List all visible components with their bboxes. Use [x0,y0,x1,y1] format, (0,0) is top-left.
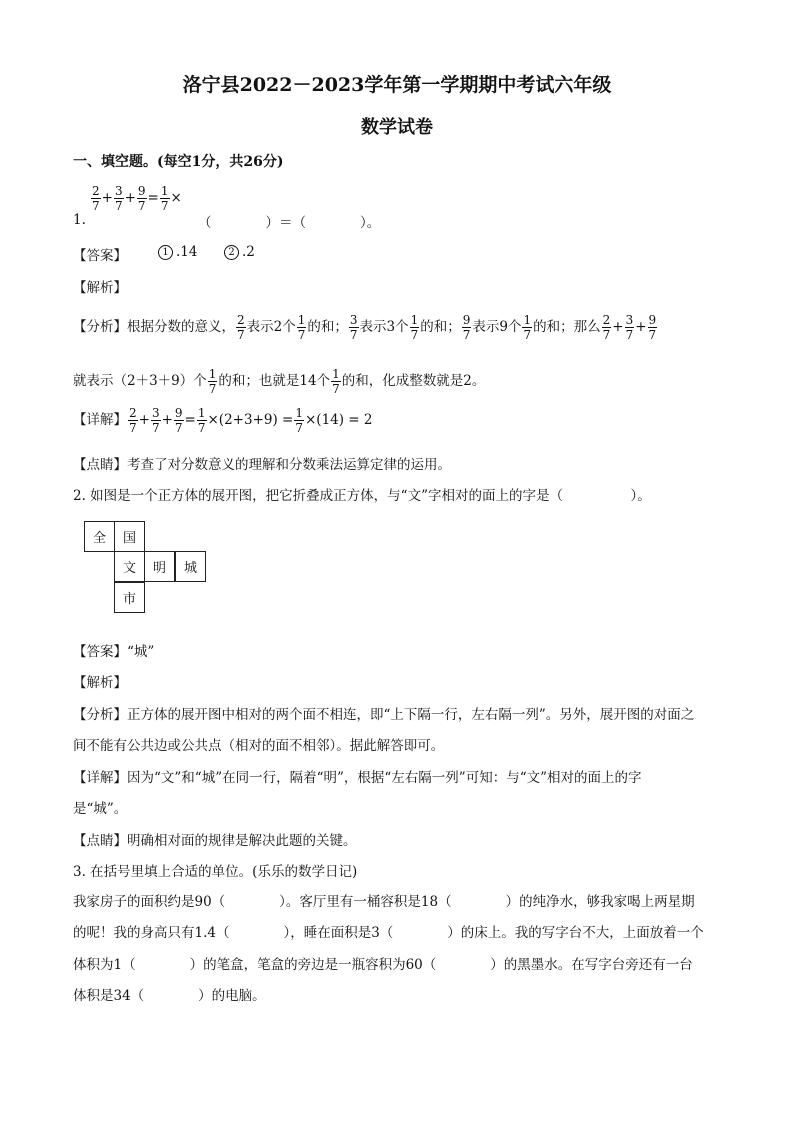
q2-detail-line2: 是“城”。 [73,801,128,817]
page-subtitle: 数学试卷 [361,117,433,138]
q1-answer-1: 1 .14 [158,244,197,260]
q1-frac-2: $\frac{3}{7}$ [114,184,123,213]
q2-fenxi-line2: 间不能有公共边或公共点（相对的面不相邻）。据此解答即可。 [73,738,445,754]
q1-answer-2: 2 .2 [224,244,255,260]
q1-analysis-tag: 【解析】 [73,280,127,296]
q2-point: 【点睛】明确相对面的规律是解决此题的关键。 [73,833,357,849]
q1-detail: 【详解】 $\frac{2}{7}$ + $\frac{3}{7}$ + $\frac{9}{7}$ = $\frac{1}{7}$ ×(2+3+9) = $\frac{1}{7}$ ×(14) = 2 [73,406,373,435]
q1-frac-4: $\frac{1}{7}$ [160,184,169,213]
q3-line1: 我家房子的面积约是90（ ）。客厅里有一桶容积是18（ ）的纯净水，够我家喝上两星期 [73,894,695,910]
q3-line4: 体积是34（ ）的电脑。 [73,988,266,1004]
net-cell-shi: 市 [114,582,145,613]
net-cell-quan: 全 [84,521,115,552]
q2-analysis-tag: 【解析】 [73,675,127,691]
q1-point: 【点睛】考查了对分数意义的理解和分数乘法运算定律的运用。 [73,457,451,473]
q1-fenxi-line1: 【分析】根据分数的意义， $\frac{2}{7}$ 表示2个 $\frac{1}{7}$ 的和； $\frac{3}{7}$ 表示3个 $\frac{1}{7}$ 的和； $\frac{9}{7}$ 表示9个 $\frac{1}{7}$ 的和；那么 $\frac{2}{7}$ + $\frac{3}{7}$ + $\frac{9}{7}$ [73,313,657,342]
q2-fenxi-line1: 【分析】正方体的展开图中相对的两个面不相连，即“上下隔一行，左右隔一列”。另外，展开图的对面之 [73,707,695,723]
section-heading: 一、填空题。(每空1分，共26分) [73,154,284,170]
q3-line3: 体积为1（ ）的笔盒，笔盒的旁边是一瓶容积为60（ ）的黑墨水。在写字台旁还有一台 [73,957,693,973]
q3-line2: 的呢！我的身高只有1.4（ ），睡在面积是3（ ）的床上。我的写字台不大，上面放着一个 [73,925,704,941]
q1-frac-3: $\frac{9}{7}$ [137,184,146,213]
q3-question: 3. 在括号里填上合适的单位。(乐乐的数学日记) [73,864,358,880]
q1-blanks: （ ）＝（ ）。 [198,215,381,231]
q1-expression: $\frac{2}{7}$ + $\frac{3}{7}$ + $\frac{9}{7}$ = $\frac{1}{7}$ × [92,184,182,213]
net-cell-guo: 国 [114,521,145,552]
page-title: 洛宁县2022－2023学年第一学期期中考试六年级 [182,74,612,96]
q2-detail-line1: 【详解】因为“文”和“城”在同一行，隔着“明”，根据“左右隔一列”可知：与“文”相对的面上的字 [73,770,642,786]
net-cell-ming: 明 [144,551,175,582]
q1-number: 1. [73,212,86,228]
net-cell-cheng: 城 [175,551,206,582]
net-cell-wen: 文 [114,551,145,582]
q2-answer: 【答案】“城” [73,644,155,660]
q2-question: 2. 如图是一个正方体的展开图，把它折叠成正方体，与“文”字相对的面上的字是（ ）。 [73,488,651,504]
q1-answer-tag: 【答案】 [73,248,127,264]
q1-frac-1: $\frac{2}{7}$ [92,184,100,213]
q1-fenxi-line2: 就表示（2＋3＋9）个 $\frac{1}{7}$ 的和；也就是14个 $\frac{1}{7}$ 的和，化成整数就是2。 [73,367,486,396]
